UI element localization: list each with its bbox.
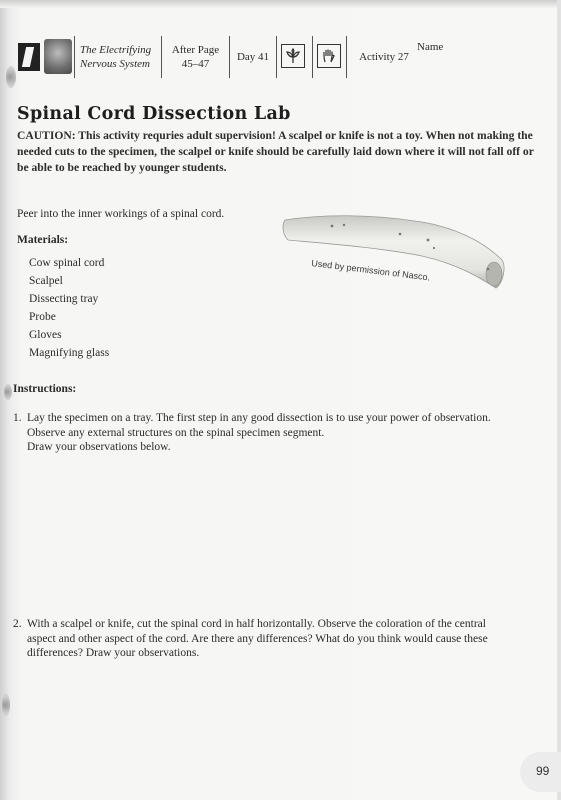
materials-list xyxy=(29,254,109,362)
binder-hole xyxy=(2,694,10,716)
unit-title-line: Nervous System xyxy=(80,58,150,70)
step-line: Observe any external structures on the spinal specimen segment. xyxy=(27,426,325,439)
unit-title xyxy=(74,36,162,78)
step-number: 1. xyxy=(13,412,22,424)
materials-heading: Materials: xyxy=(17,234,69,246)
materials-item: Magnifying glass xyxy=(29,347,110,359)
materials-item: Scalpel xyxy=(29,275,63,287)
unit-title-line: The Electrifying xyxy=(80,44,152,56)
photo-credit: Used by permission of Nasco. xyxy=(310,258,431,283)
publisher-logo xyxy=(14,36,75,78)
materials-item: Probe xyxy=(29,311,56,323)
lab-title: Spinal Cord Dissection Lab xyxy=(17,104,291,124)
step-number: 2. xyxy=(13,618,22,630)
page-number: 99 xyxy=(536,764,550,778)
step-text xyxy=(27,617,533,661)
hand-icon-box xyxy=(312,36,347,78)
step-line: With a scalpel or knife, cut the spinal cord in half horizontally. Observe the coloration of the central xyxy=(27,618,486,630)
materials-item: Gloves xyxy=(29,329,62,341)
instructions-heading: Instructions: xyxy=(13,383,77,395)
materials-item: Cow spinal cord xyxy=(29,257,105,269)
plant-icon-box xyxy=(276,36,313,78)
after-page-range: 45–47 xyxy=(181,58,210,70)
step-line: differences? Draw your observations. xyxy=(27,647,200,659)
brain-image xyxy=(44,39,72,74)
day-label: Day 41 xyxy=(230,36,277,78)
step-line: Lay the specimen on a tray. The first step in any good dissection is to use your power of observation. xyxy=(27,412,491,424)
page-right-edge xyxy=(557,0,561,800)
lesson-header xyxy=(14,36,422,78)
step-line: Draw your observations below. xyxy=(27,441,171,453)
name-label: Name xyxy=(417,41,444,53)
logo-icon xyxy=(18,43,40,71)
after-page xyxy=(162,36,230,78)
caution-text: CAUTION: This activity requries adult supervision! A scalpel or knife is not a toy. When not making the needed cuts to the specimen, the scalpel or knife should be carefully laid down where it will not fall off or be able to be reached by younger students. xyxy=(17,129,534,174)
step-text xyxy=(27,411,533,455)
step-line: aspect and other aspect of the cord. Are there any differences? What do you think would cause these xyxy=(27,632,488,645)
binder-hole xyxy=(4,384,12,400)
hand-icon xyxy=(317,44,341,68)
materials-item: Dissecting tray xyxy=(29,293,99,305)
activity-label: Activity 27 xyxy=(359,51,409,63)
after-page-label: After Page xyxy=(171,44,220,56)
plant-icon xyxy=(281,44,305,68)
page-top-shadow xyxy=(0,0,561,8)
intro-text: Peer into the inner workings of a spinal cord. xyxy=(17,208,225,220)
spinal-cord-photo xyxy=(282,214,508,294)
